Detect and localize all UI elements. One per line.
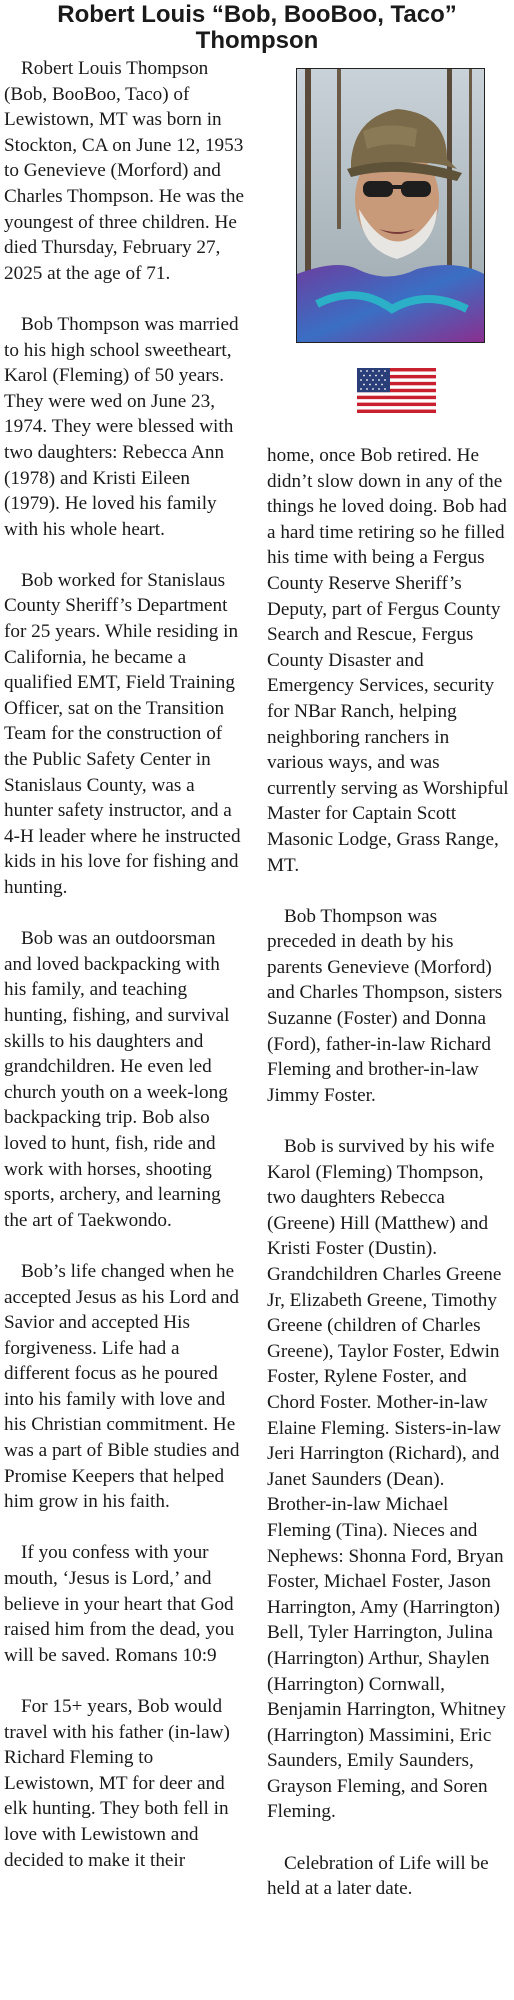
portrait-image	[297, 69, 484, 342]
paragraph-faith: Bob’s life changed when he accepted Jesus as his Lord and Savior and accepted His forgiveness. Life had a different focus as he poured into his family with love and his Christian commitment. He was a part of Bible studies and Promise Keepers that helped him grow in his faith.	[4, 1260, 240, 1513]
paragraph-marriage: Bob Thompson was married to his high school sweetheart, Karol (Fleming) of 50 years. They were wed on June 23, 1974. They were blessed with two daughters: Rebecca Ann (1978) and Kristi Eileen (1979). He loved his family with his whole heart.	[4, 313, 239, 540]
title-line-1: Robert Louis “Bob, BooBoo, Taco”	[57, 1, 457, 28]
american-flag-icon	[357, 368, 436, 413]
portrait-photo	[296, 68, 485, 343]
paragraph-retirement: home, once Bob retired. He didn’t slow down in any of the things he loved doing. Bob had a hard time retiring so he filled his time with being a Fergus County Reserve Sheriff’s Deputy, part of Fergus County Search and Rescue, Fergus County Disaster and Emergency Services, security for NBar Ranch, helping neighboring ranchers in various ways, and was currently serving as Worshipful Master for Captain Scott Masonic Lodge, Grass Range, MT.	[267, 445, 509, 876]
paragraph-celebration: Celebration of Life will be held at a later date.	[267, 1852, 489, 1900]
paragraph-lewistown: For 15+ years, Bob would travel with his father (in-law) Richard Fleming to Lewistown, MT for deer and elk hunting. They both fell in love with Lewistown and decided to make it their	[4, 1696, 230, 1871]
paragraph-scripture: If you confess with your mouth, ‘Jesus is Lord,’ and believe in your heart that God raised him from the dead, you will be saved. Romans 10:9	[4, 1542, 235, 1666]
right-column	[267, 443, 509, 1927]
paragraph-survived: Bob is survived by his wife Karol (Fleming) Thompson, two daughters Rebecca (Greene) Hill (Matthew) and Kristi Foster (Dustin). Grandchildren Charles Greene Jr, Elizabeth Greene, Timothy Greene (children of Charles Greene), Taylor Foster, Edwin Foster, Rylene Foster, and Chord Foster. Mother-in-law Elaine Fleming. Sisters-in-law Jeri Harrington (Richard), and Janet Saunders (Dean). Brother-in-law Michael Fleming (Tina). Nieces and Nephews: Shonna Ford, Bryan Foster, Michael Foster, Jason Harrington, Amy (Harrington) Bell, Tyler Harrington, Julina (Harrington) Arthur, Shaylen (Harrington) Cornwall, Benjamin Harrington, Whitney (Harrington) Massimini, Eric Saunders, Emily Saunders, Grayson Fleming, and Soren Fleming.	[267, 1136, 506, 1823]
paragraph-birth: Robert Louis Thompson (Bob, BooBoo, Taco) of Lewistown, MT was born in Stockton, CA on June 12, 1953 to Genevieve (Morford) and Charles Thompson. He was the youngest of three children. He died Thursday, February 27, 2025 at the age of 71.	[4, 58, 244, 284]
paragraph-outdoorsman: Bob was an outdoorsman and loved backpacking with his family, and teaching hunting, fishing, and survival skills to his daughters and grandchildren. He even led church youth on a week-long backpacking trip. Bob also loved to hunt, fish, ride and work with horses, shooting sports, archery, and learning the art of Taekwondo.	[4, 928, 230, 1231]
paragraph-preceded: Bob Thompson was preceded in death by his parents Genevieve (Morford) and Charles Thompson, sisters Suzanne (Foster) and Donna (Ford), father-in-law Richard Fleming and brother-in-law Jimmy Foster.	[267, 905, 503, 1106]
title-line-2: Thompson	[195, 27, 319, 54]
paragraph-career: Bob worked for Stanislaus County Sheriff’s Department for 25 years. While residing in California, he became a qualified EMT, Field Training Officer, sat on the Transition Team for the construction of the Public Safety Center in Stanislaus County, was a hunter safety instructor, and a 4-H leader where he instructed kids in his love for fishing and hunting.	[4, 569, 241, 898]
obituary-title	[0, 2, 514, 54]
left-column	[4, 56, 246, 1899]
